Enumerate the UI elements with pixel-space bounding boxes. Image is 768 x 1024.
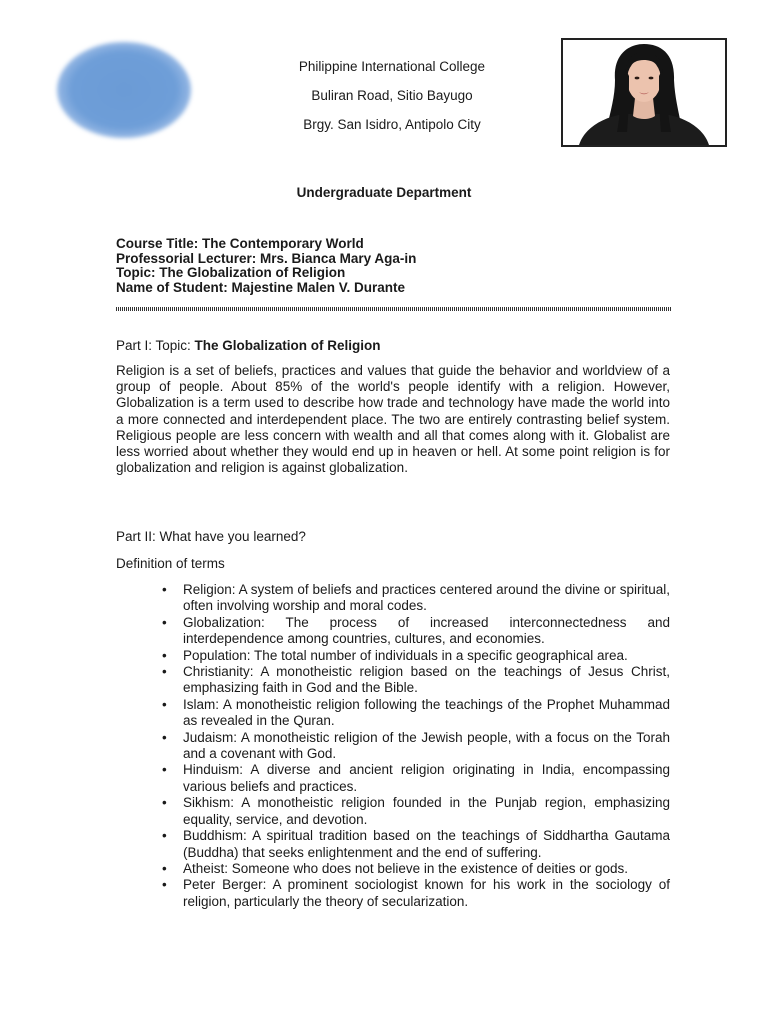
college-name: Philippine International College	[298, 59, 486, 74]
list-item: • Globalization: The process of increased interconnectedness and interdependence among countries, cultures, and economies.	[183, 615, 670, 648]
part2-heading: Part II: What have you learned?	[116, 529, 306, 544]
part1-heading	[116, 338, 381, 353]
list-item: • Peter Berger: A prominent sociologist known for his work in the sociology of religion, particularly the theory of secularization.	[183, 877, 670, 910]
definitions-label: Definition of terms	[116, 556, 225, 571]
list-item: • Religion: A system of beliefs and practices centered around the divine or spiritual, often involving worship and moral codes.	[183, 582, 670, 615]
college-logo	[57, 42, 191, 138]
section-divider	[116, 307, 671, 311]
college-address-street: Buliran Road, Sitio Bayugo	[311, 88, 473, 103]
lecturer-name: Professorial Lecturer: Mrs. Bianca Mary Aga-in	[116, 250, 417, 266]
list-item: • Sikhism: A monotheistic religion founded in the Punjab region, emphasizing equality, service, and devotion.	[183, 795, 670, 828]
student-photo	[561, 38, 727, 147]
part1-paragraph: Religion is a set of beliefs, practices and values that guide the behavior and worldview of a group of people. About 85% of the world's people identify with a religion. However, Globalization is a term used to describe how trade and technology have made the world into a more connected and interdependent place. The two are entirely contrasting belief system. Religious people are less concern with wealth and all that comes along with it. Globalist are less worried about whether they would end up in heaven or hell. At some point religion is for globalization and religion is against globalization.	[116, 363, 670, 476]
part1-title: The Globalization of Religion	[194, 338, 381, 353]
college-address-city: Brgy. San Isidro, Antipolo City	[303, 117, 481, 132]
list-item: • Christianity: A monotheistic religion based on the teachings of Jesus Christ, emphasizing faith in God and the Bible.	[183, 664, 670, 697]
college-header	[232, 52, 552, 139]
list-item: • Hinduism: A diverse and ancient religion originating in India, encompassing various beliefs and practices.	[183, 762, 670, 795]
course-info	[116, 237, 416, 295]
list-item: • Buddhism: A spiritual tradition based on the teachings of Siddhartha Gautama (Buddha) that seeks enlightenment and the end of suffering.	[183, 828, 670, 861]
list-item: • Population: The total number of individuals in a specific geographical area.	[183, 648, 670, 664]
topic-line: Topic: The Globalization of Religion	[116, 265, 346, 280]
terms-list	[183, 582, 670, 910]
list-item: • Atheist: Someone who does not believe in the existence of deities or gods.	[183, 861, 670, 877]
list-item: • Islam: A monotheistic religion following the teachings of the Prophet Muhammad as revealed in the Quran.	[183, 697, 670, 730]
course-title: Course Title: The Contemporary World	[116, 236, 364, 251]
department-title: Undergraduate Department	[296, 185, 472, 200]
part1-prefix: Part I: Topic:	[116, 338, 195, 353]
student-name: Name of Student: Majestine Malen V. Durante	[116, 279, 406, 295]
list-item: • Judaism: A monotheistic religion of the Jewish people, with a focus on the Torah and a covenant with God.	[183, 730, 670, 763]
